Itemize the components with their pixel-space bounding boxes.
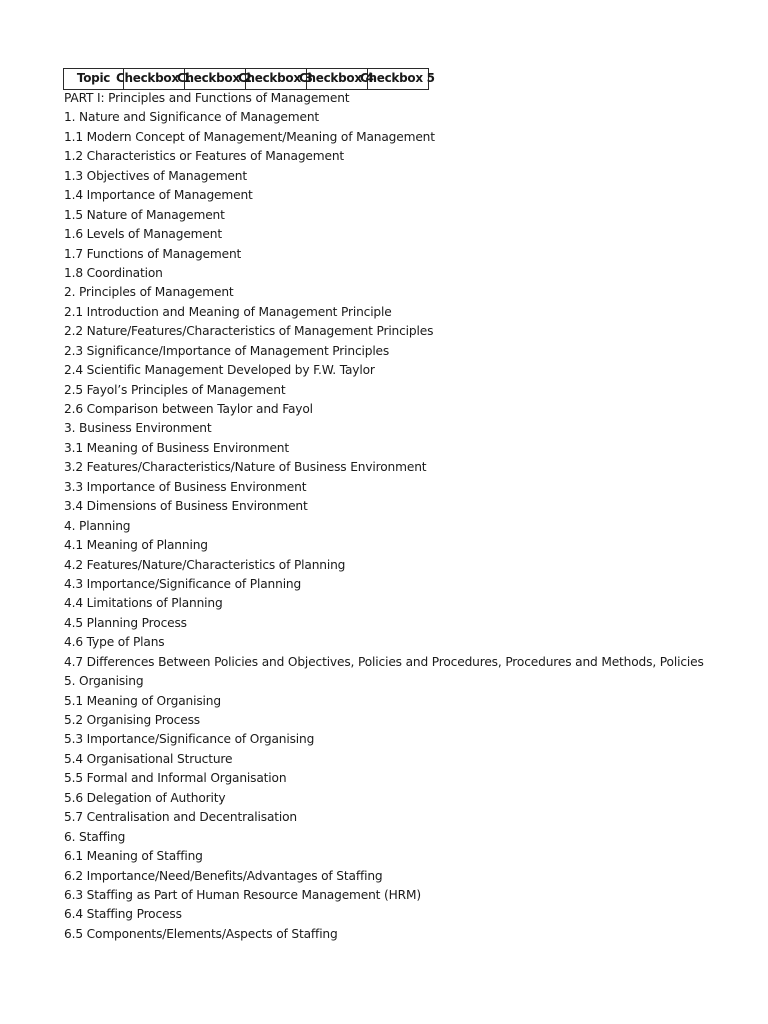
- topic-line: 6.3 Staffing as Part of Human Resource Management (HRM): [64, 887, 421, 902]
- topic-line: 1.3 Objectives of Management: [64, 168, 247, 183]
- topic-line: 3.3 Importance of Business Environment: [64, 479, 307, 494]
- topic-line: 5.1 Meaning of Organising: [64, 693, 221, 708]
- topic-line: 5.7 Centralisation and Decentralisation: [64, 810, 298, 825]
- topic-line: 2.3 Significance/Importance of Management Principles: [64, 343, 390, 358]
- topic-line: 1.6 Levels of Management: [64, 227, 222, 242]
- topic-line: 3.1 Meaning of Business Environment: [64, 440, 289, 455]
- chapter-heading: 5. Organising: [64, 674, 144, 689]
- topic-line: 4.1 Meaning of Planning: [64, 538, 208, 553]
- topic-list: [64, 89, 768, 944]
- topic-line: 1.1 Modern Concept of Management/Meaning of Management: [64, 129, 435, 144]
- topic-line: 2.1 Introduction and Meaning of Management Principle: [64, 304, 392, 319]
- header-table: [63, 68, 435, 90]
- topic-line: 4.6 Type of Plans: [64, 635, 165, 650]
- header-label-checkbox-4: Checkbox 4: [299, 71, 374, 85]
- header-cell-checkbox-5: [360, 69, 435, 89]
- topic-line: 6.1 Meaning of Staffing: [64, 849, 203, 864]
- topic-line: 4.5 Planning Process: [64, 615, 187, 630]
- topic-line: 2.5 Fayol’s Principles of Management: [64, 382, 286, 397]
- topic-line: 1.4 Importance of Management: [64, 188, 253, 203]
- topic-line: 5.5 Formal and Informal Organisation: [64, 771, 287, 786]
- header-cell-checkbox-4: [299, 69, 374, 89]
- topic-line: 3.4 Dimensions of Business Environment: [64, 499, 308, 514]
- topic-line: 3.2 Features/Characteristics/Nature of Business Environment: [64, 460, 427, 475]
- topic-line: 5.2 Organising Process: [64, 713, 200, 727]
- topic-line: 4.3 Importance/Significance of Planning: [64, 576, 302, 591]
- header-label-checkbox-2: Checkbox 2: [177, 71, 252, 85]
- topic-line: 5.4 Organisational Structure: [64, 751, 233, 766]
- topic-line: 1.8 Coordination: [64, 265, 163, 280]
- header-label-checkbox-3: Checkbox 3: [238, 71, 313, 85]
- topic-line: 6.2 Importance/Need/Benefits/Advantages of Staffing: [64, 868, 383, 883]
- topic-line: 6.4 Staffing Process: [64, 907, 182, 922]
- topic-line: 4.7 Differences Between Policies and Objectives, Policies and Procedures, Procedures and Methods, Policies: [64, 654, 704, 669]
- chapter-heading: 4. Planning: [64, 518, 131, 533]
- topic-line: 5.3 Importance/Significance of Organising: [64, 732, 315, 747]
- topic-line: 6.5 Components/Elements/Aspects of Staffing: [64, 926, 338, 941]
- chapter-heading: 2. Principles of Management: [64, 285, 234, 300]
- topic-line: 1.7 Functions of Management: [64, 246, 242, 261]
- header-cell-checkbox-1: [116, 69, 191, 89]
- topic-line: 1.5 Nature of Management: [64, 207, 225, 222]
- header-cell-checkbox-2: [177, 69, 252, 89]
- topic-line: 4.2 Features/Nature/Characteristics of Planning: [64, 557, 346, 572]
- header-cell-checkbox-3: [238, 69, 313, 89]
- section-heading: PART I: Principles and Functions of Management: [64, 91, 350, 105]
- chapter-heading: 1. Nature and Significance of Management: [64, 110, 320, 125]
- topic-line: 2.6 Comparison between Taylor and Fayol: [64, 402, 313, 416]
- topic-line: 2.4 Scientific Management Developed by F.W. Taylor: [64, 363, 375, 378]
- topic-line: 1.2 Characteristics or Features of Management: [64, 149, 345, 164]
- topic-line: 5.6 Delegation of Authority: [64, 790, 226, 805]
- chapter-heading: 6. Staffing: [64, 829, 126, 844]
- header-label-checkbox-1: Checkbox 1: [116, 71, 191, 85]
- header-label-checkbox-5: Checkbox 5: [360, 71, 435, 85]
- header-cell-topic: [64, 69, 124, 89]
- topic-line: 2.2 Nature/Features/Characteristics of Management Principles: [64, 324, 434, 339]
- chapter-heading: 3. Business Environment: [64, 421, 212, 436]
- topic-line: 4.4 Limitations of Planning: [64, 596, 223, 611]
- header-label-topic: Topic: [76, 71, 111, 85]
